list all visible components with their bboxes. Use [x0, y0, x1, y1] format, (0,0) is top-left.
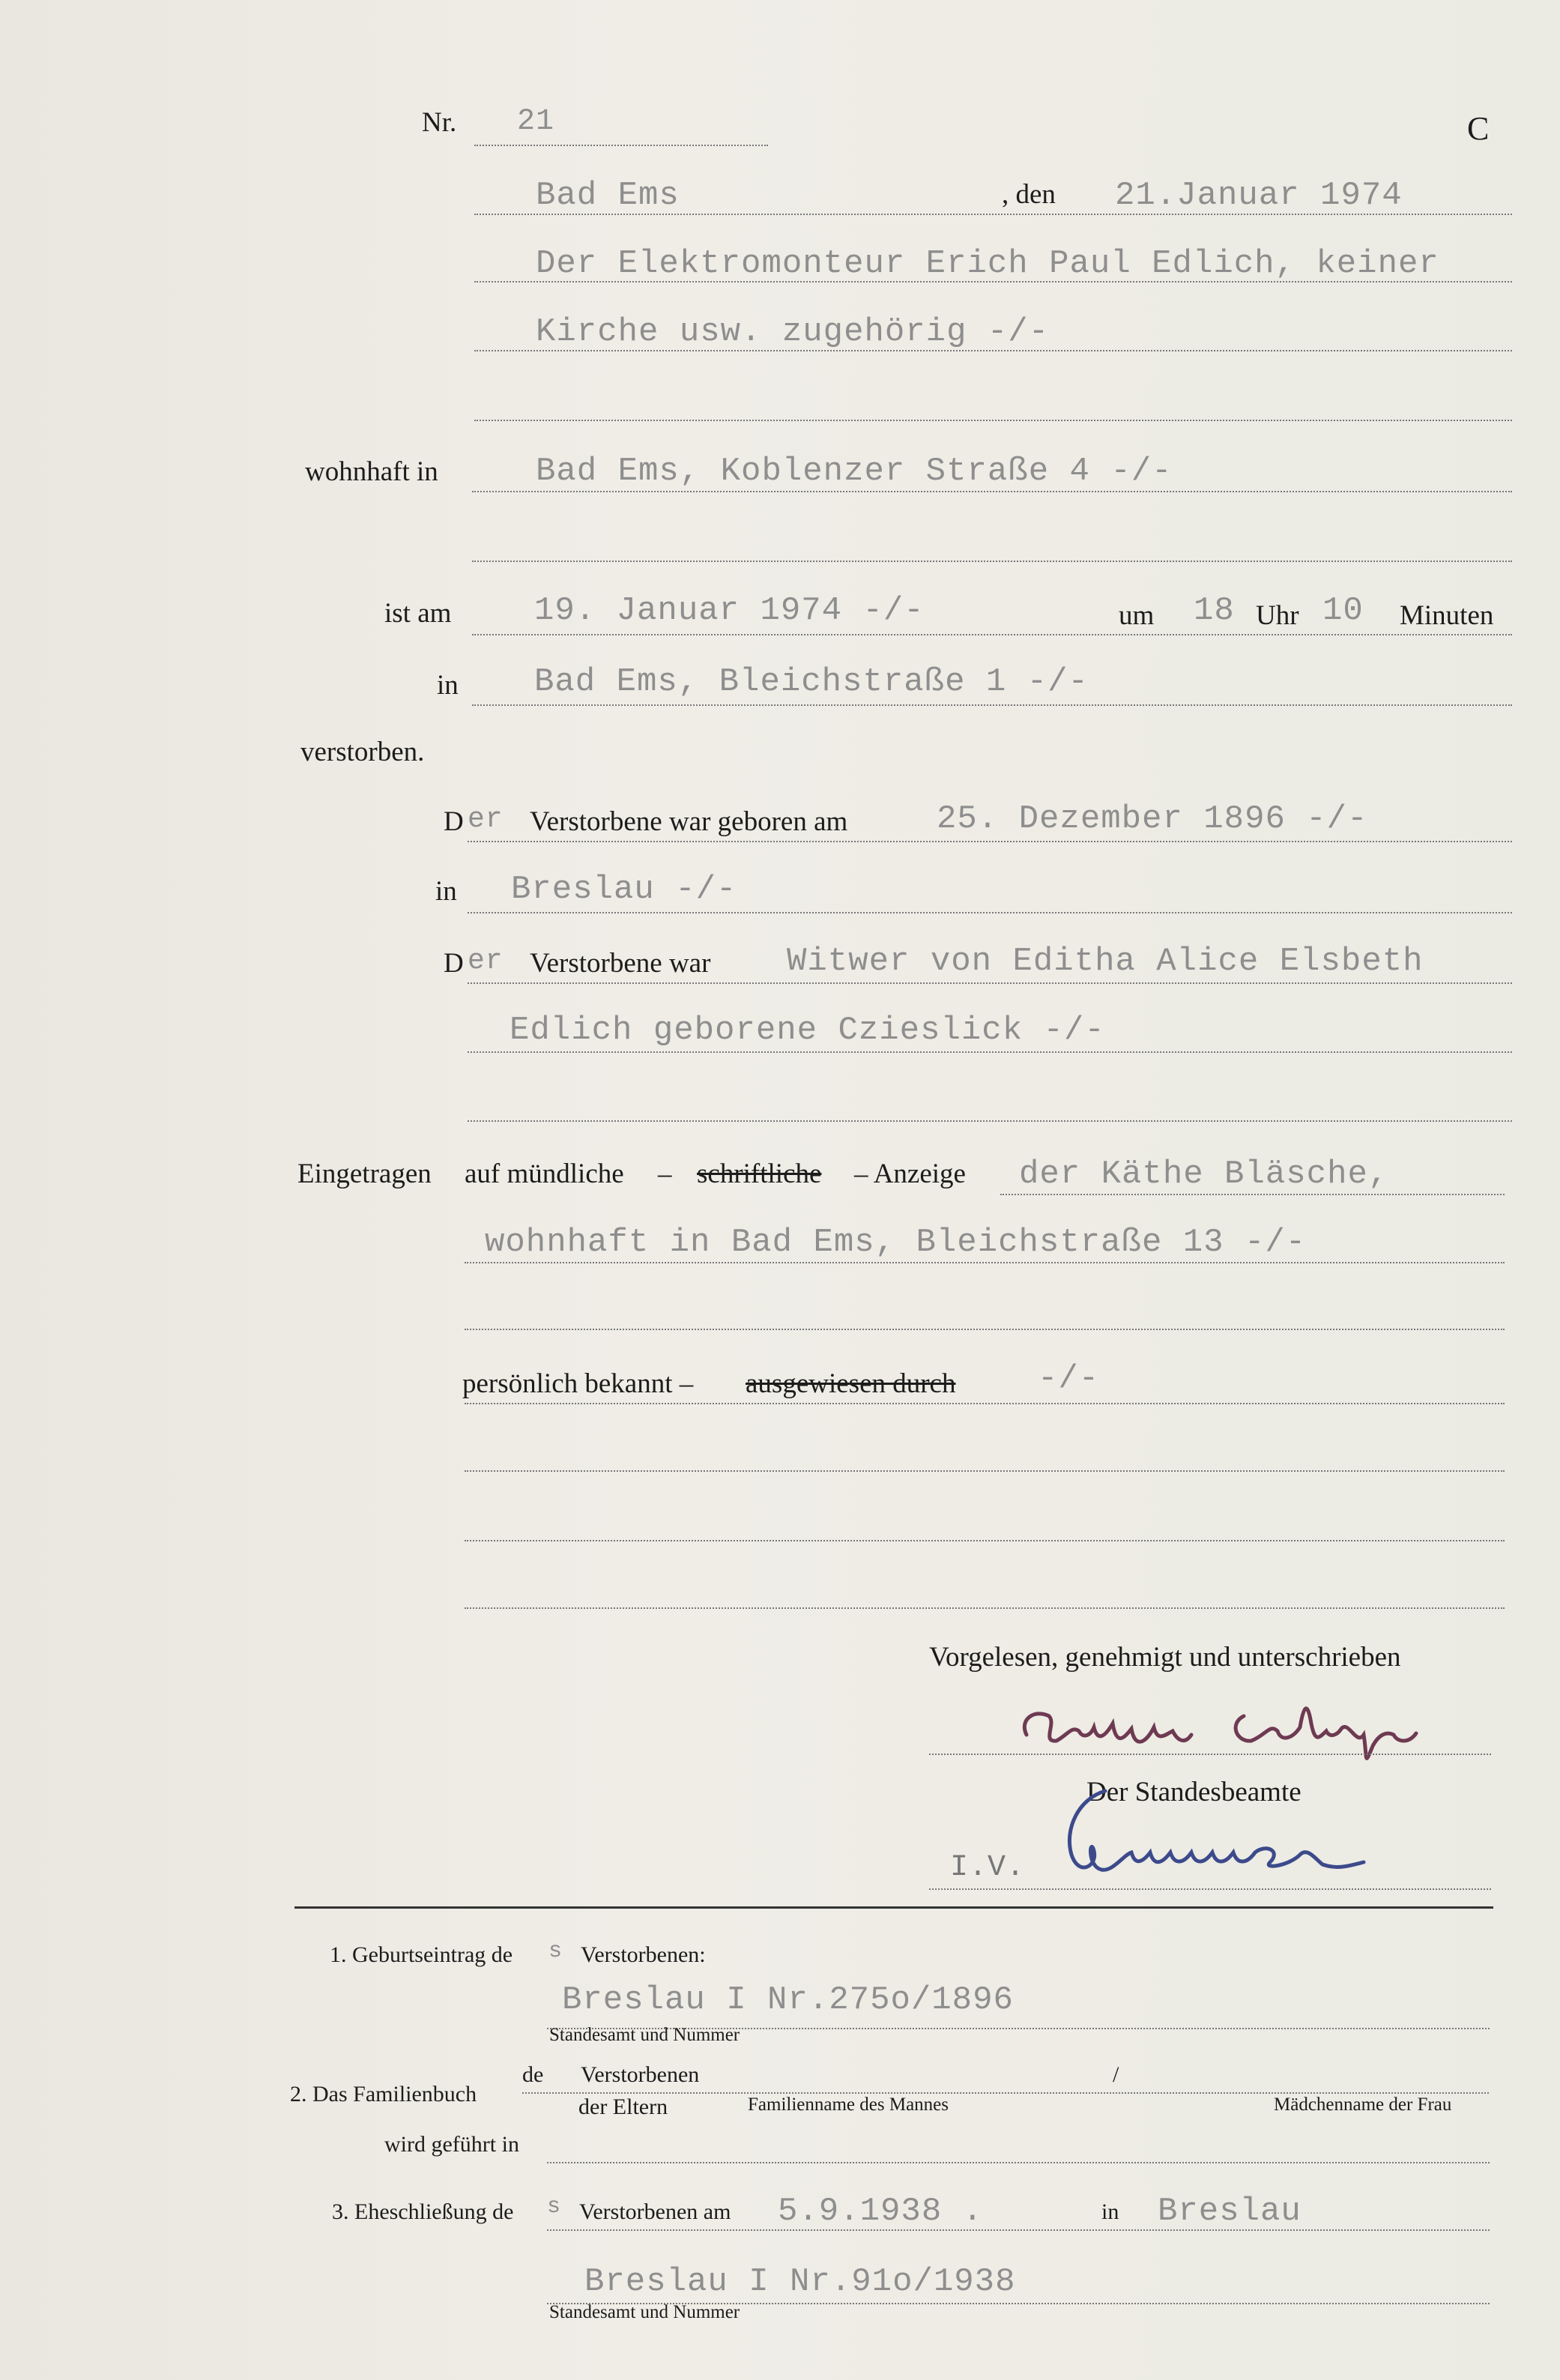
nr-label: Nr.	[422, 107, 457, 138]
notes-divider	[294, 1906, 1493, 1909]
line-3	[474, 420, 1512, 421]
line-signature-1	[929, 1754, 1491, 1755]
nr-value: 21	[517, 105, 555, 139]
note1-label: 1. Geburtseintrag de	[330, 1942, 513, 1967]
verstorben-label: verstorben.	[300, 737, 425, 767]
form-letter: C	[1467, 110, 1490, 147]
line-birth-place	[468, 912, 1512, 913]
report-dash: –	[658, 1159, 672, 1189]
status-line2: Edlich geborene Czieslick -/-	[510, 1012, 1105, 1049]
line-blank-2	[465, 1540, 1505, 1541]
nr-line	[474, 145, 768, 146]
note1-office-label: Standesamt und Nummer	[549, 2025, 740, 2045]
report-label-a: Eingetragen	[297, 1159, 432, 1189]
line-note2	[522, 2092, 1489, 2094]
line-report-3	[465, 1329, 1505, 1330]
note2-mann-label: Familienname des Mannes	[748, 2094, 949, 2115]
birth-prefix-typed: er	[468, 803, 504, 836]
note2-de: de	[522, 2062, 544, 2087]
residence-value: Bad Ems, Koblenzer Straße 4 -/-	[536, 453, 1173, 490]
line-1	[474, 281, 1512, 283]
report-label-b: auf mündliche	[465, 1159, 624, 1189]
birth-prefix-d: D	[444, 806, 464, 837]
note3-place: Breslau	[1158, 2193, 1301, 2230]
death-place: Bad Ems, Bleichstraße 1 -/-	[534, 663, 1089, 701]
note1-typed-suffix: s	[548, 1939, 563, 1964]
birth-in-label: in	[435, 876, 457, 907]
death-date-label: ist am	[384, 598, 452, 629]
line-registry	[474, 214, 1512, 215]
line-note2-b	[547, 2162, 1490, 2163]
line-residence	[472, 491, 1512, 492]
line-death-date	[472, 634, 1512, 635]
registry-line1: Der Elektromonteur Erich Paul Edlich, keiner	[536, 245, 1439, 283]
note2-wird-label: wird geführt in	[384, 2132, 519, 2157]
status-prefix-typed: er	[468, 945, 504, 977]
line-blank-3	[465, 1607, 1505, 1609]
line-report-2	[465, 1262, 1505, 1263]
um-label: um	[1119, 600, 1155, 631]
report-label-c: – Anzeige	[854, 1159, 966, 1189]
line-status-3	[468, 1120, 1512, 1122]
uhr-label: Uhr	[1256, 600, 1299, 631]
status-prefix-d: D	[444, 948, 464, 979]
signature-official	[1041, 1784, 1431, 1888]
death-hour: 18	[1194, 592, 1235, 629]
identity-struck: ausgewiesen durch	[746, 1368, 956, 1399]
note2-slash: /	[1113, 2062, 1119, 2087]
line-signature-2	[929, 1888, 1491, 1890]
death-in-label: in	[437, 670, 459, 701]
note3-label: 3. Eheschließung de	[332, 2199, 514, 2224]
den-label: , den	[1002, 179, 1056, 210]
residence-label: wohnhaft in	[305, 456, 438, 487]
report-line2: wohnhaft in Bad Ems, Bleichstraße 13 -/-	[485, 1224, 1307, 1261]
line-status-1	[468, 982, 1512, 984]
death-minute: 10	[1322, 592, 1364, 629]
line-residence-2	[472, 561, 1512, 562]
line-report-1	[1000, 1194, 1505, 1195]
minuten-label: Minuten	[1400, 600, 1494, 631]
line-birth-date	[468, 841, 1512, 842]
birth-label: Verstorbene war geboren am	[530, 806, 848, 837]
note3-in-label: in	[1101, 2199, 1119, 2224]
note2-frau-label: Mädchenname der Frau	[1274, 2094, 1452, 2115]
registry-line2: Kirche usw. zugehörig -/-	[536, 313, 1050, 351]
note3-value: Breslau I Nr.91o/1938	[584, 2263, 1016, 2301]
note3-date: 5.9.1938 .	[778, 2193, 984, 2230]
note1-value: Breslau I Nr.275o/1896	[562, 1981, 1014, 2019]
line-identity	[465, 1403, 1505, 1404]
note2-label: 2. Das Familienbuch	[290, 2082, 477, 2106]
line-death-place	[472, 704, 1512, 706]
note2-verstorbenen: Verstorbenen	[581, 2062, 700, 2087]
note3-label-b: Verstorbenen am	[579, 2199, 731, 2224]
birth-date: 25. Dezember 1896 -/-	[937, 800, 1368, 838]
signature-declarant	[1004, 1690, 1469, 1772]
iv-label: I.V.	[950, 1851, 1026, 1885]
birth-place: Breslau -/-	[511, 871, 737, 908]
registry-date: 21.Januar 1974	[1115, 177, 1403, 214]
status-label: Verstorbene war	[530, 948, 711, 979]
identity-value: -/-	[1038, 1360, 1100, 1398]
official-label: Der Standesbeamte	[1086, 1777, 1301, 1807]
line-blank-1	[465, 1470, 1505, 1472]
death-date: 19. Januar 1974 -/-	[534, 592, 925, 629]
read-approved-text: Vorgelesen, genehmigt und unterschrieben	[929, 1642, 1401, 1673]
status-line1: Witwer von Editha Alice Elsbeth	[787, 943, 1424, 980]
note3-typed-suffix: s	[547, 2194, 562, 2220]
line-2	[474, 350, 1512, 351]
identity-label: persönlich bekannt –	[462, 1368, 694, 1399]
line-note3	[547, 2229, 1490, 2231]
registry-place: Bad Ems	[536, 177, 680, 214]
note1-label-b: Verstorbenen:	[581, 1942, 706, 1967]
report-line1: der Käthe Bläsche,	[1019, 1156, 1389, 1193]
report-struck: schriftliche	[697, 1159, 822, 1189]
note2-eltern: der Eltern	[578, 2094, 668, 2119]
line-status-2	[468, 1051, 1512, 1053]
note3-office-label: Standesamt und Nummer	[549, 2302, 740, 2322]
